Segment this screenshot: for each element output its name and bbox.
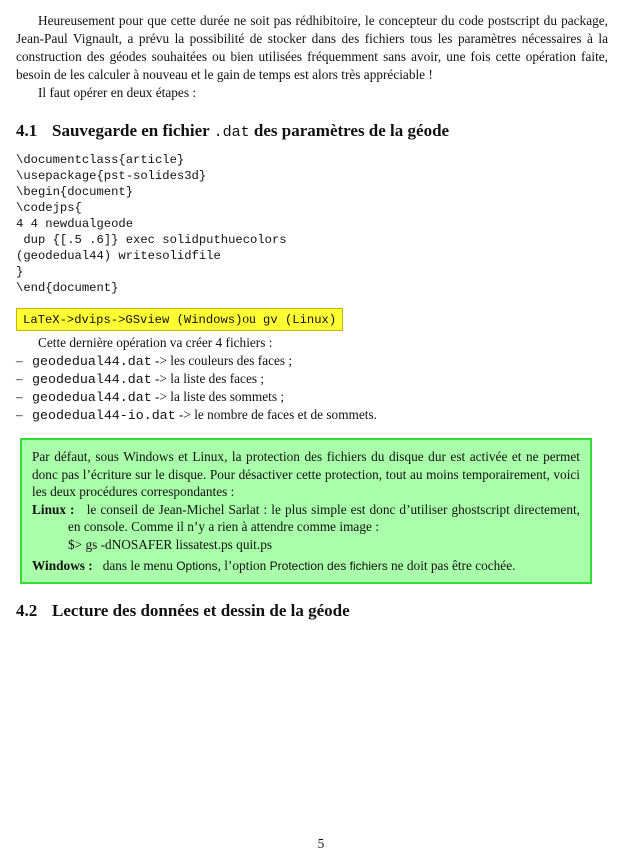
- files-list: [16, 352, 608, 424]
- section-title-part: Sauvegarde en fichier: [52, 121, 214, 140]
- list-item: – geodedual44-io.dat -> le nombre de faces et de sommets.: [16, 407, 377, 423]
- windows-label: Windows :: [32, 558, 93, 573]
- windows-procedure: [32, 557, 580, 576]
- steps-paragraph: Il faut opérer en deux étapes :: [38, 85, 197, 100]
- protection-note-box: [20, 438, 592, 584]
- note-paragraph: Par défaut, sous Windows et Linux, la protection des fichiers du disque dur est activée et ne permet donc pas l’écriture sur le disque. Pour désactiver cette protection, tout au moins temporairement, voici les deux procédures correspondantes :: [32, 449, 580, 499]
- section-number: 4.2: [16, 600, 38, 620]
- command-linux: gv (Linux): [255, 313, 337, 327]
- section-heading-4-2: [16, 600, 608, 622]
- windows-protection-option: Protection des fichiers: [269, 559, 388, 573]
- list-item: – geodedual44.dat -> les couleurs des faces ;: [16, 353, 293, 369]
- windows-text: , l’option: [217, 558, 270, 573]
- list-item: – geodedual44.dat -> la liste des faces ;: [16, 371, 265, 387]
- command-windows: LaTeX->dvips->GSview (Windows): [23, 313, 243, 327]
- section-title: Lecture des données et dessin de la géode: [52, 600, 350, 620]
- compile-command-box: [16, 308, 343, 331]
- linux-text: le conseil de Jean-Michel Sarlat : le plus simple est donc d’utiliser ghostscript directement, en console. Comme il n’y a rien à attendre comme image :: [68, 501, 580, 534]
- page-number: 5: [317, 836, 325, 851]
- windows-text: dans le menu: [102, 558, 177, 573]
- section-heading-4-1: [16, 120, 608, 144]
- latex-code-block: \documentclass{article} \usepackage{pst-solides3d} \begin{document} \codejps{ 4 4 newdualgeode dup {[.5 .6]} exec solidputhuecolors (geodedual44) writesolidfile } \end{document}: [16, 153, 287, 295]
- section-number: 4.1: [16, 121, 38, 140]
- windows-text: ne doit pas être cochée.: [387, 558, 516, 573]
- list-item: – geodedual44.dat -> la liste des sommets ;: [16, 389, 285, 405]
- files-intro: Cette dernière opération va créer 4 fichiers :: [38, 335, 273, 350]
- file-desc: -> la liste des sommets ;: [151, 389, 285, 404]
- section-title-code: .dat: [213, 124, 250, 141]
- file-name: geodedual44-io.dat: [32, 408, 176, 423]
- section-title-part: des paramètres de la géode: [249, 121, 450, 140]
- file-name: geodedual44.dat: [32, 390, 152, 405]
- shell-command: $> gs -dNOSAFER lissatest.ps quit.ps: [68, 536, 273, 552]
- intro-paragraph: Heureusement pour que cette durée ne soit pas rédhibitoire, le concepteur du code postscript du package, Jean-Paul Vignault, a prévu la possibilité de stocker dans des fichiers tous les paramètres nécessaires à la construction des géodes souhaitées ou bien utilisées fréquemment sans avoir, une fois cette opération faite, besoin de les calculer à nouveau et le gain de temps est alors très appréciable !: [16, 13, 608, 82]
- linux-procedure: [32, 501, 580, 536]
- windows-options-menu: Options: [176, 559, 218, 573]
- file-desc: -> la liste des faces ;: [151, 371, 265, 386]
- linux-label: Linux :: [32, 501, 75, 517]
- file-desc: -> les couleurs des faces ;: [151, 353, 293, 368]
- file-desc: -> le nombre de faces et de sommets.: [175, 407, 377, 422]
- page-content: [16, 12, 608, 622]
- command-or: ou: [242, 311, 256, 326]
- file-name: geodedual44.dat: [32, 354, 152, 369]
- file-name: geodedual44.dat: [32, 372, 152, 387]
